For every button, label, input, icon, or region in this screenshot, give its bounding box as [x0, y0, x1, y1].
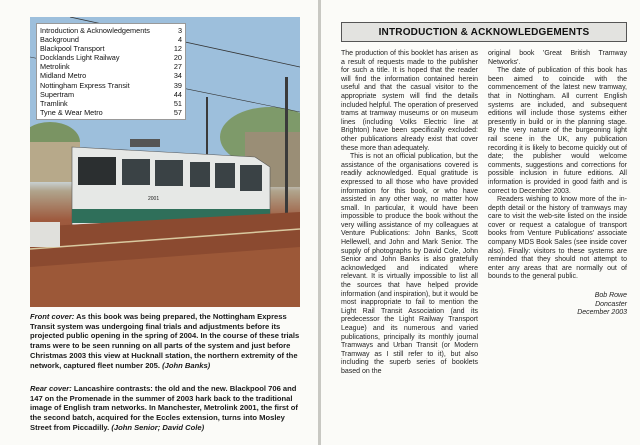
text-column-left — [341, 50, 478, 377]
contents-page: 39 — [173, 80, 182, 90]
paragraph: Readers wishing to know more of the in-depth detail or the history of tramways may care to visit the web-site listed on the inside cover or request a catalogue of transport books from Venture Publications' associate company MDS Book Sales (see inside cover also). Finally: visitors to these systems are reminded that they should not attempt to enter any areas that are normally out of bounds to the general public. — [488, 196, 627, 281]
caption-label: Rear cover: — [30, 384, 72, 393]
contents-row — [40, 108, 182, 117]
contents-row — [40, 62, 182, 71]
paragraph: original book 'Great British Tramway Networks'. — [488, 50, 627, 66]
signature-place: Doncaster — [595, 300, 627, 308]
contents-page: 27 — [173, 62, 182, 72]
contents-page: 20 — [173, 53, 182, 63]
right-page — [321, 0, 640, 445]
contents-row — [40, 81, 182, 90]
contents-title: Blackpool Transport — [40, 44, 105, 54]
signature-date: December 2003 — [577, 309, 627, 317]
signature — [488, 292, 627, 318]
contents-title: Midland Metro — [40, 71, 87, 81]
paragraph: This is not an official publication, but the assistance of the organisations covered is readily acknowledged. Equal gratitude is expressed to all those who have provided information for this book, or who have assisted in any other way, no matter how small. In particular, it would have been impossible to produce the book without the very willing assistance of my colleagues at Venture Publications: John Banks, Scott Hellewell, and John and Mark Senior. The supply of photographs by David Cole, John Senior and John Banks is also gratefully acknowledged and indicated where relevant. It is virtually impossible to list all the sources that have helped provide information (and inspiration), but it would be most inappropriate to fail to mention the Light Rail Transit Association (and its predecessor the Light Railway Transport League) and its numerous and varied publications, principally its monthly journal Tramways and Urban Transit (or Modern Tramway as I still refer to it), but also including the superb series of booklets based on the — [341, 153, 478, 375]
contents-page: 34 — [173, 71, 182, 81]
contents-page: 44 — [173, 89, 182, 99]
text-column-right — [488, 50, 627, 318]
contents-title: Supertram — [40, 89, 75, 99]
contents-title: Docklands Light Railway — [40, 53, 120, 63]
contents-row — [40, 26, 182, 35]
contents-title: Metrolink — [40, 62, 70, 72]
left-page — [0, 0, 318, 445]
caption-text: Lancashire contrasts: the old and the new. Blackpool 706 and 147 on the Promenade in the summer of 2003 hark back to the traditional image of English tram networks. In Manchester, Metrolink 2001, the first of the second batch, acquired for the Eccles extension, turns into Mosley Street from Piccadilly. — [30, 384, 298, 432]
caption-text: As this book was being prepared, the Nottingham Express Transit system was undergoing final trials and adjustments before its projected public opening in the spring of 2004. In the course of these trials trams were to be seen running on all parts of the system and just before Christmas 2003 this view at Hucknall station, the northern extremity of the network, captured fleet number 205. — [30, 312, 300, 370]
paragraph: The production of this booklet has arisen as a result of requests made to the publisher for such a title. It is hoped that the reader will find the information contained herein useful and that the casual visitor to the appropriate system will find the details included helpful. The operation of preserved trams at tramway museums or on museum lines (including Volks Electric line at Brighton) have been specifically excluded: other publications already exist that cover these more than adequately. — [341, 50, 478, 152]
contents-row — [40, 71, 182, 80]
contents-row — [40, 53, 182, 62]
paragraph: The date of publication of this book has been aimed to coincide with the commencement of the latest new tramway, that in Nottingham. All current English systems are included, and subsequent editions will include those systems either presently in build or in the planning stage. By the very nature of the burgeoning light rail scene in the UK, any publication recording it is likely to become quickly out of date; the publisher would welcome comments, suggestions and corrections for possible inclusion in future editions. All information is provided in good faith and is correct to December 2003. — [488, 67, 627, 195]
contents-page: 3 — [177, 26, 182, 35]
contents-title: Introduction & Acknowledgements — [40, 26, 150, 35]
caption-credit: (John Banks) — [162, 360, 211, 370]
front-cover-caption — [30, 312, 302, 370]
contents-title: Tramlink — [40, 98, 68, 108]
contents-title: Tyne & Wear Metro — [40, 107, 103, 117]
section-heading: INTRODUCTION & ACKNOWLEDGEMENTS — [378, 26, 590, 38]
section-heading-box — [341, 22, 627, 42]
contents-page: 4 — [177, 35, 182, 45]
rear-cover-caption — [30, 384, 302, 433]
contents-row — [40, 35, 182, 44]
contents-page: 51 — [173, 98, 182, 108]
contents-list — [36, 23, 186, 120]
contents-title: Background — [40, 35, 79, 45]
tram-number: 2001 — [148, 196, 160, 202]
contents-title: Nottingham Express Transit — [40, 80, 130, 90]
caption-label: Front cover: — [30, 312, 75, 321]
contents-row — [40, 90, 182, 99]
contents-page: 12 — [173, 44, 182, 54]
pole — [285, 77, 288, 227]
contents-row — [40, 99, 182, 108]
contents-page: 57 — [173, 107, 182, 117]
contents-row — [40, 44, 182, 53]
cover-photo — [30, 17, 300, 307]
signature-name: Bob Rowe — [594, 292, 627, 300]
caption-credit: (John Senior; David Cole) — [111, 422, 205, 432]
railing — [30, 222, 60, 247]
